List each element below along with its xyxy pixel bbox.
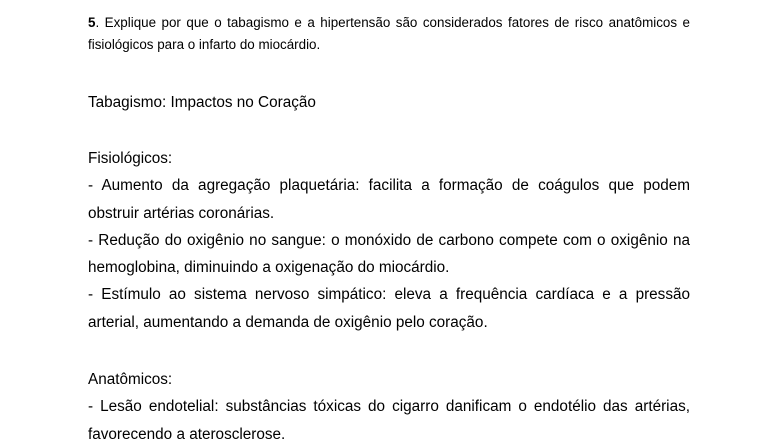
list-item: - Redução do oxigênio no sangue: o monóxido de carbono compete com o oxigênio na hemoglobina, diminuindo a oxigenação do miocárdio. <box>88 231 690 277</box>
physiological-heading: Fisiológicos: <box>88 150 173 167</box>
list-item: - Lesão endotelial: substâncias tóxicas do cigarro danificam o endotélio das artérias, favorecendo a aterosclerose. <box>88 398 690 443</box>
anatomical-heading: Anatômicos: <box>88 371 173 388</box>
list-item: - Aumento da agregação plaquetária: facilita a formação de coágulos que podem obstruir artérias coronárias. <box>88 177 690 222</box>
list-item: - Estímulo ao sistema nervoso simpático: eleva a frequência cardíaca e a pressão arterial, aumentando a demanda de oxigênio pelo coração. <box>88 286 690 331</box>
physiological-section <box>88 145 690 336</box>
anatomical-section <box>88 366 690 448</box>
question-text: . Explique por que o tabagismo e a hipertensão são considerados fatores de risco anatômicos e fisiológicos para o infarto do miocárdio. <box>88 15 690 52</box>
question-number: 5 <box>88 15 96 30</box>
section-title: Tabagismo: Impactos no Coração <box>88 94 316 111</box>
question-paragraph <box>88 12 690 56</box>
